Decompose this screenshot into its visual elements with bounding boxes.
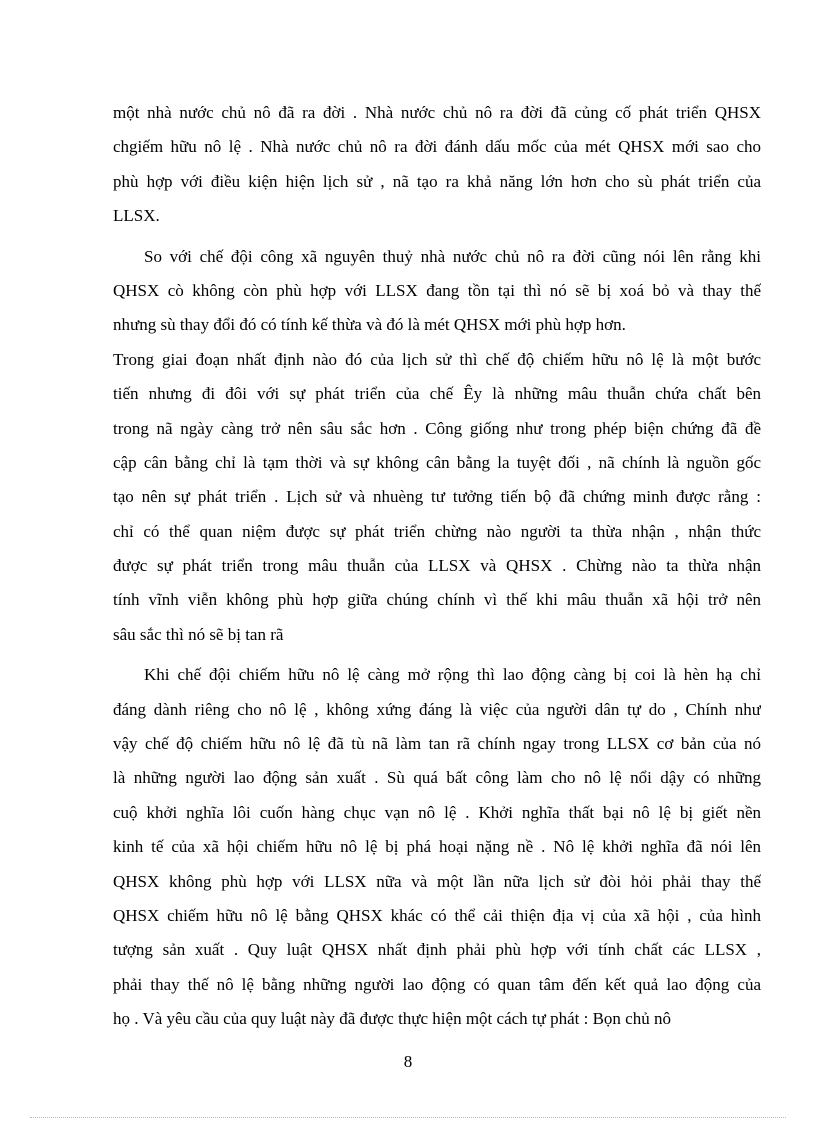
text-line: QHSX không phù hợp với LLSX nữa và một lần nữa lịch sử đòi hỏi phải thay thế xyxy=(113,871,761,891)
text-line: QHSX cò không còn phù hợp với LLSX đang tồn tại thì nó sẽ bị xoá bỏ và thay thế xyxy=(113,280,761,300)
paragraph-4 xyxy=(113,658,761,1036)
text-line: tính vĩnh viễn không phù hợp giữa chúng chính vì thế khi mâu thuẫn xã hội trở nên xyxy=(113,590,761,610)
text-line: Trong giai đoạn nhất định nào đó của lịch sử thì chế độ chiếm hữu nô lệ là một bước xyxy=(113,349,761,369)
body-text xyxy=(113,96,761,1037)
text-line: tượng sản xuất . Quy luật QHSX nhất định phải phù hợp với tính chất các LLSX , xyxy=(113,940,761,960)
text-line: cập cân bằng chỉ là tạm thời và sự không cân bằng la tuyệt đối , nã chính là nguồn gốc xyxy=(113,452,761,472)
text-line: chgiếm hữu nô lệ . Nhà nước chủ nô ra đời đánh dấu mốc của mét QHSX mới sao cho xyxy=(113,137,761,157)
text-line: phải thay thế nô lệ bằng những người lao động có quan tâm đến kết quả lao động của xyxy=(113,974,761,994)
text-line: Khi chế đội chiếm hữu nô lệ càng mở rộng thì lao động càng bị coi là hèn hạ chỉ xyxy=(144,665,761,685)
text-line: tiến nhưng đi đôi với sự phát triển của chế Êy là những mâu thuẫn chứa chất bên xyxy=(113,384,761,404)
text-line: một nhà nước chủ nô đã ra đời . Nhà nước chủ nô ra đời đã củng cố phát triển QHSX xyxy=(113,103,761,122)
text-line: phù hợp với điều kiện hiện lịch sử , nã tạo ra khả năng lớn hơn cho sù phát triển của xyxy=(113,171,761,191)
page-bottom-divider xyxy=(30,1117,786,1118)
text-line: nhưng sù thay đổi đó có tính kế thừa và đó là mét QHSX mới phù hợp hơn. xyxy=(113,315,626,335)
text-line: LLSX. xyxy=(113,206,160,226)
text-line: So với chế đội công xã nguyên thuỷ nhà nước chủ nô ra đời cũng nói lên rằng khi xyxy=(144,246,761,266)
text-line: tạo nên sự phát triển . Lịch sử và nhuèng tư tưởng tiến bộ đã chứng minh được rằng : xyxy=(113,487,761,507)
text-line: chỉ có thể quan niệm được sự phát triển chừng nào người ta thừa nhận , nhận thức xyxy=(113,521,761,541)
text-line: cuộ khởi nghĩa lôi cuốn hàng chục vạn nô lệ . Khởi nghĩa thất bại nô lệ bị giết nền xyxy=(113,802,761,822)
text-line: vậy chế độ chiếm hữu nô lệ đã tù nã làm tan rã chính ngay trong LLSX cơ bản của nó xyxy=(113,734,761,754)
text-line: họ . Và yêu cầu của quy luật này đã được thực hiện một cách tự phát : Bọn chủ nô xyxy=(113,1009,671,1029)
text-line: kinh tế của xã hội chiếm hữu nô lệ bị phá hoại nặng nề . Nô lệ khởi nghĩa đã nói lên xyxy=(113,837,761,857)
text-line: sâu sắc thì nó sẽ bị tan rã xyxy=(113,624,284,644)
text-line: QHSX chiếm hữu nô lệ bằng QHSX khác có thể cải thiện địa vị của xã hội , của hình xyxy=(113,905,761,925)
text-line: trong nã ngày càng trở nên sâu sắc hơn . Công giống như trong phép biện chứng đã đề xyxy=(113,418,761,438)
paragraph-1 xyxy=(113,96,761,234)
paragraph-2 xyxy=(113,240,761,343)
paragraph-3 xyxy=(113,343,761,653)
text-line: đáng dành riêng cho nô lệ , không xứng đáng là việc của người dân tự do , Chính như xyxy=(113,699,761,719)
text-line: là những người lao động sản xuất . Sù quá bất công làm cho nô lệ nổi dậy có những xyxy=(113,768,761,788)
page-number: 8 xyxy=(403,1052,413,1071)
text-line: được sự phát triển trong mâu thuẫn của LLSX và QHSX . Chừng nào ta thừa nhận xyxy=(113,556,761,576)
